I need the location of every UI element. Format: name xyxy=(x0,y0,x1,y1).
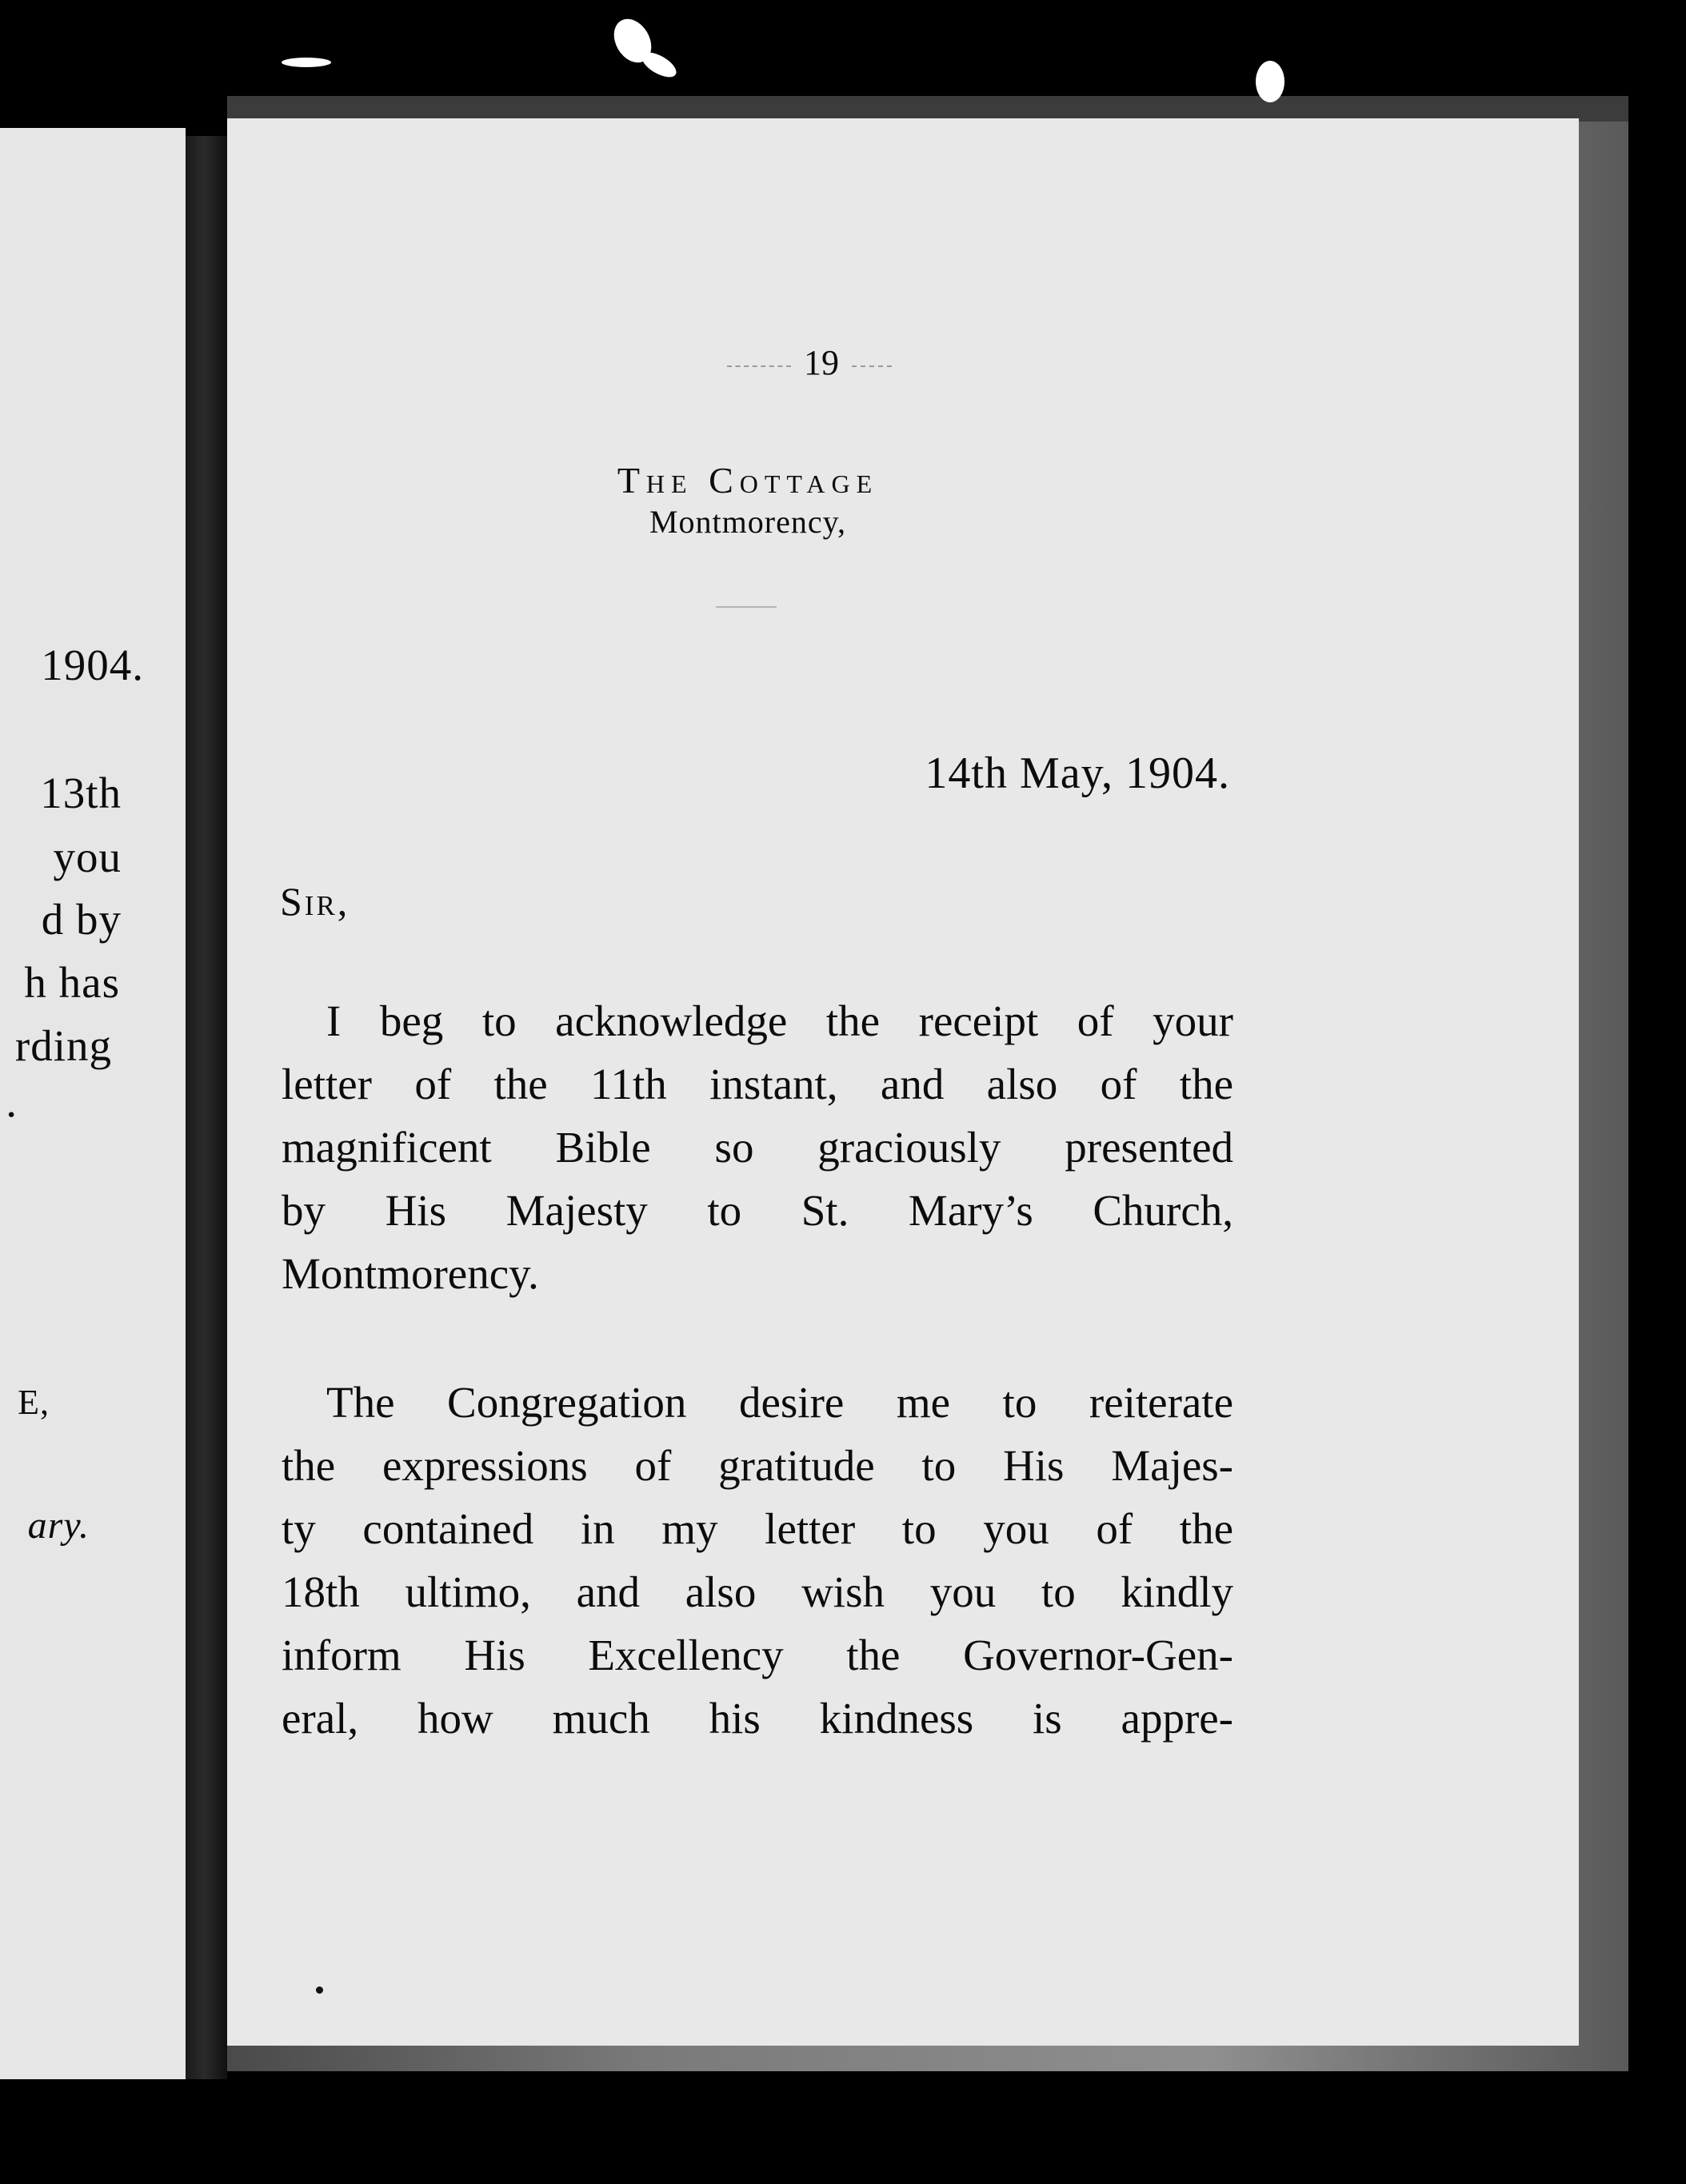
left-page-line: d by xyxy=(41,895,122,944)
letter-heading-title: The Cottage xyxy=(617,460,879,501)
paragraph-line: inform His Excellency the Governor-Gen- xyxy=(282,1631,1233,1679)
left-page-line: . xyxy=(6,1077,18,1126)
scan-speck xyxy=(282,58,331,67)
scan-dot xyxy=(316,1986,323,1994)
heading-rule xyxy=(716,606,777,608)
paragraph-line: The Congregation desire me to reiterate xyxy=(326,1378,1233,1427)
paragraph-line: by His Majesty to St. Mary’s Church, xyxy=(282,1186,1233,1235)
left-page-line: rding xyxy=(14,1021,112,1070)
left-page-line: 13th xyxy=(40,769,122,817)
paragraph-line: magnificent Bible so graciously presented xyxy=(282,1123,1233,1172)
paragraph-line: Montmorency. xyxy=(282,1249,539,1298)
paragraph-line: the expressions of gratitude to His Majes- xyxy=(282,1441,1233,1490)
letter-date: 14th May, 1904. xyxy=(925,749,1230,798)
left-page-line: E, xyxy=(18,1383,50,1422)
page-number-text: 19 xyxy=(804,343,839,382)
page-number xyxy=(714,342,905,383)
page-number-left-rule xyxy=(727,365,791,367)
paragraph-line: 18th ultimo, and also wish you to kindly xyxy=(282,1567,1233,1616)
left-page-line: ary. xyxy=(27,1504,90,1547)
letter-paragraph-1 xyxy=(282,989,1233,1305)
letter-heading xyxy=(560,459,936,541)
letter-heading-subtitle: Montmorency, xyxy=(649,504,847,540)
paragraph-line: ty contained in my letter to you of the xyxy=(282,1504,1233,1553)
scan-speck xyxy=(1256,61,1284,102)
left-page-line: 1904. xyxy=(41,641,144,689)
paragraph-line: letter of the 11th instant, and also of the xyxy=(282,1060,1233,1108)
left-page-line: h has xyxy=(24,958,120,1007)
left-page-fragment xyxy=(0,128,186,2079)
book-gutter xyxy=(186,136,227,2079)
letter-paragraph-2 xyxy=(282,1371,1233,1750)
paragraph-line: eral, how much his kindness is appre- xyxy=(282,1694,1233,1743)
paragraph-line: I beg to acknowledge the receipt of your xyxy=(326,996,1233,1045)
page-number-right-rule xyxy=(852,365,892,367)
left-page-line: you xyxy=(53,832,122,881)
letter-salutation: Sir, xyxy=(280,879,350,924)
